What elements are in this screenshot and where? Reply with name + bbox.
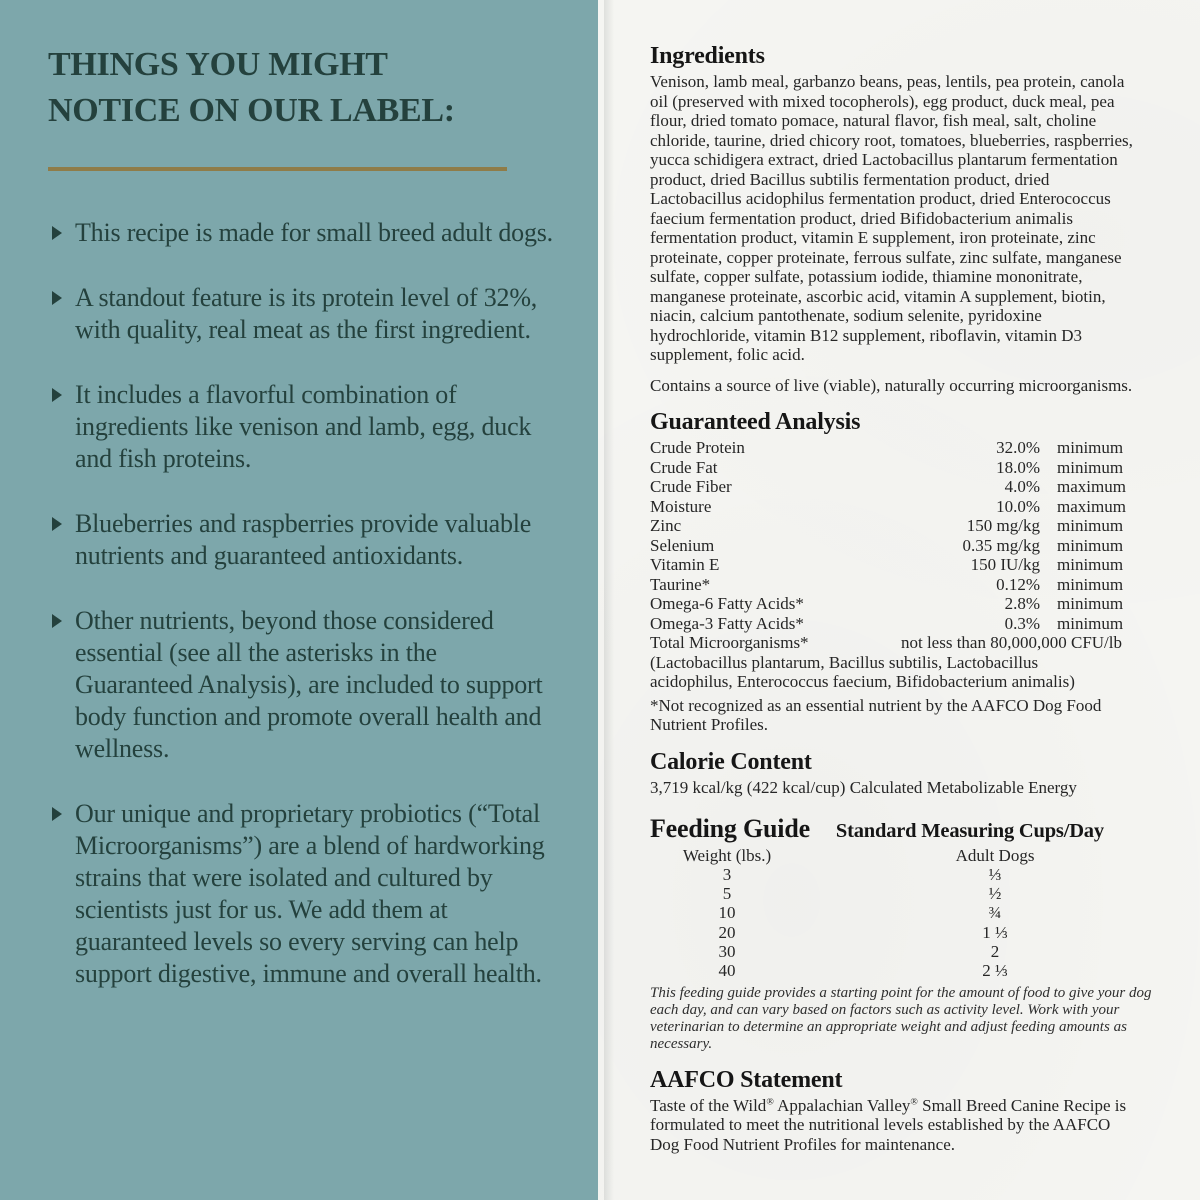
nutrient-qualifier: minimum (1057, 516, 1124, 536)
nutrient-qualifier: minimum (1057, 574, 1124, 594)
nutrient-qualifier: minimum (1057, 457, 1124, 477)
nutrient-name: Crude Protein (650, 438, 745, 458)
list-item (48, 282, 558, 346)
nutrient-name: Omega-6 Fatty Acids* (650, 594, 804, 614)
nutrient-name: Crude Fiber (650, 477, 732, 497)
aafco-statement-section (650, 1068, 1186, 1155)
table-row (650, 555, 1130, 575)
weight-value: 10 (718, 903, 736, 923)
feeding-guide-subheading: Standard Measuring Cups/Day (835, 819, 1104, 842)
nutrient-name: Zinc (650, 516, 682, 536)
weight-value: 5 (722, 884, 732, 904)
table-row (650, 497, 1130, 517)
table-row (650, 594, 1130, 614)
nutrient-name: Selenium (650, 535, 715, 555)
nutrient-name: Moisture (650, 496, 712, 516)
table-row (650, 942, 1186, 961)
weight-value: 40 (718, 961, 736, 981)
nutrient-value: 10.0% (996, 496, 1040, 516)
triangle-bullet-icon (52, 614, 62, 628)
page-title-line2: NOTICE ON OUR LABEL: (48, 92, 455, 129)
list-item (48, 508, 558, 572)
calorie-content-heading: Calorie Content (650, 748, 812, 775)
list-item (48, 605, 558, 765)
weight-value: 3 (722, 864, 732, 884)
gold-divider (48, 167, 507, 171)
triangle-bullet-icon (52, 807, 62, 821)
cups-value: ⅓ (988, 864, 1002, 884)
nutrition-facts-panel (598, 0, 1200, 1200)
left-highlights-panel (0, 0, 598, 1200)
cups-value: ½ (988, 884, 1002, 904)
nutrient-value: 150 IU/kg (970, 555, 1040, 575)
feeding-guide-table (650, 846, 1186, 981)
nutrient-qualifier: maximum (1057, 496, 1126, 516)
list-item (48, 798, 558, 990)
nutrient-value: 0.12% (996, 574, 1040, 594)
weight-value: 30 (718, 942, 736, 962)
triangle-bullet-icon (52, 388, 62, 402)
cups-value: 2 ⅓ (982, 961, 1008, 981)
page-title (48, 42, 558, 134)
table-row (650, 438, 1130, 458)
feeding-guide-header (650, 815, 1186, 843)
bullet-text: A standout feature is its protein level of 32%, with quality, real meat as the first ingredient. (75, 283, 538, 344)
table-row (650, 477, 1130, 497)
table-row (650, 614, 1130, 634)
table-row (650, 884, 1186, 903)
table-row (650, 903, 1186, 922)
nutrient-value: 0.35 mg/kg (962, 535, 1040, 555)
nutrient-name: Total Microorganisms* (650, 633, 809, 653)
page-title-line1: THINGS YOU MIGHT (48, 46, 388, 83)
table-row (650, 575, 1130, 595)
table-row (650, 458, 1130, 478)
calorie-content-text: 3,719 kcal/kg (422 kcal/cup) Calculated Metabolizable Energy (650, 778, 1077, 798)
feeding-guide-note: This feeding guide provides a starting point for the amount of food to give your dog each day, and can vary based on factors such as activity level. Work with your veterinarian to determine an appropriate weight and adjust feeding amounts as necessary. (650, 984, 1152, 1052)
bullet-text: Blueberries and raspberries provide valuable nutrients and guaranteed antioxidants. (75, 509, 532, 570)
guaranteed-analysis-table (650, 438, 1130, 653)
column-header-weight: Weight (lbs.) (682, 845, 772, 865)
nutrient-name: Crude Fat (650, 457, 718, 477)
feeding-guide-heading: Feeding Guide (650, 813, 810, 843)
nutrient-value: 32.0% (996, 438, 1040, 458)
triangle-bullet-icon (52, 517, 62, 531)
table-row (650, 923, 1186, 942)
probiotic-strains-note: (Lactobacillus plantarum, Bacillus subtilis, Lactobacillus acidophilus, Enterococcus faecium, Bifidobacterium animalis) (650, 652, 1075, 692)
guaranteed-analysis-heading: Guaranteed Analysis (650, 409, 861, 436)
guaranteed-analysis-section (650, 410, 1186, 735)
nutrient-qualifier: minimum (1057, 555, 1124, 575)
nutrient-value: 18.0% (996, 457, 1040, 477)
ingredients-section (650, 44, 1186, 395)
table-header-row (650, 846, 1186, 865)
nutrient-qualifier: minimum (1057, 438, 1124, 458)
column-header-adult-dogs: Adult Dogs (955, 845, 1035, 865)
nutrient-value: 150 mg/kg (966, 516, 1040, 536)
aafco-heading: AAFCO Statement (650, 1066, 843, 1093)
ingredients-heading: Ingredients (650, 43, 765, 69)
cups-value: ¾ (988, 903, 1002, 923)
nutrient-name: Omega-3 Fatty Acids* (650, 613, 804, 633)
bullet-text: It includes a flavorful combination of ingredients like venison and lamb, egg, duck and fish proteins. (75, 380, 532, 473)
table-row (650, 536, 1130, 556)
list-item (48, 379, 558, 475)
nutrient-value: 4.0% (1004, 477, 1040, 497)
bullet-text: Other nutrients, beyond those considered essential (see all the asterisks in the Guaranteed Analysis), are included to support body function and promote overall health and wellness. (75, 606, 543, 763)
highlights-list (48, 217, 558, 990)
ingredients-list-text: Venison, lamb meal, garbanzo beans, peas, lentils, pea protein, canola oil (preserved with mixed tocopherols), egg product, duck meal, pea flour, dried tomato pomace, natural flavor, fish meal, salt, choline chloride, taurine, dried chicory root, tomatoes, blueberries, raspberries, yucca schidigera extract, dried Lactobacillus plantarum fermentation product, dried Bacillus subtilis fermentation product, dried Lactobacillus acidophilus fermentation product, dried Enterococcus faecium fermentation product, dried Bifidobacterium animalis fermentation product, vitamin E supplement, iron proteinate, zinc proteinate, copper proteinate, ferrous sulfate, zinc sulfate, manganese sulfate, copper sulfate, potassium iodide, thiamine mononitrate, manganese proteinate, ascorbic acid, vitamin A supplement, biotin, niacin, calcium pantothenate, sodium selenite, pyridoxine hydrochloride, vitamin B12 supplement, riboflavin, vitamin D3 supplement, folic acid. (650, 72, 1133, 365)
nutrient-qualifier: minimum (1057, 535, 1124, 555)
triangle-bullet-icon (52, 291, 62, 305)
bullet-text: This recipe is made for small breed adult dogs. (75, 218, 553, 247)
nutrient-qualifier: minimum (1057, 594, 1124, 614)
weight-value: 20 (718, 922, 736, 942)
list-item (48, 217, 558, 249)
bullet-text: Our unique and proprietary probiotics (“Total Microorganisms”) are a blend of hardworking strains that were isolated and cultured by scientists just for us. We add them at guaranteed levels so every serving can help support digestive, immune and overall health. (75, 799, 545, 988)
table-row (650, 516, 1130, 536)
nutrient-value: not less than 80,000,000 CFU/lb (900, 633, 1122, 653)
feeding-guide-section (650, 815, 1186, 1053)
cups-value: 2 (990, 942, 1000, 962)
nutrient-value: 0.3% (1004, 613, 1040, 633)
nutrient-value: 2.8% (1004, 594, 1040, 614)
asterisk-footnote: *Not recognized as an essential nutrient by the AAFCO Dog Food Nutrient Profiles. (650, 695, 1102, 735)
table-row-total-microorganisms (650, 633, 1122, 653)
nutrient-qualifier: maximum (1057, 477, 1126, 497)
table-row (650, 961, 1186, 980)
contains-note: Contains a source of live (viable), naturally occurring microorganisms. (650, 375, 1133, 395)
table-row (650, 865, 1186, 884)
nutrient-name: Vitamin E (650, 555, 720, 575)
cups-value: 1 ⅓ (982, 922, 1008, 942)
calorie-content-section (650, 750, 1186, 798)
nutrient-name: Taurine* (650, 574, 711, 594)
aafco-statement-text: Taste of the Wild® Appalachian Valley® Small Breed Canine Recipe is formulated to meet the nutritional levels established by the AAFCO Dog Food Nutrient Profiles for maintenance. (650, 1095, 1127, 1154)
triangle-bullet-icon (52, 226, 62, 240)
nutrient-qualifier: minimum (1057, 613, 1124, 633)
